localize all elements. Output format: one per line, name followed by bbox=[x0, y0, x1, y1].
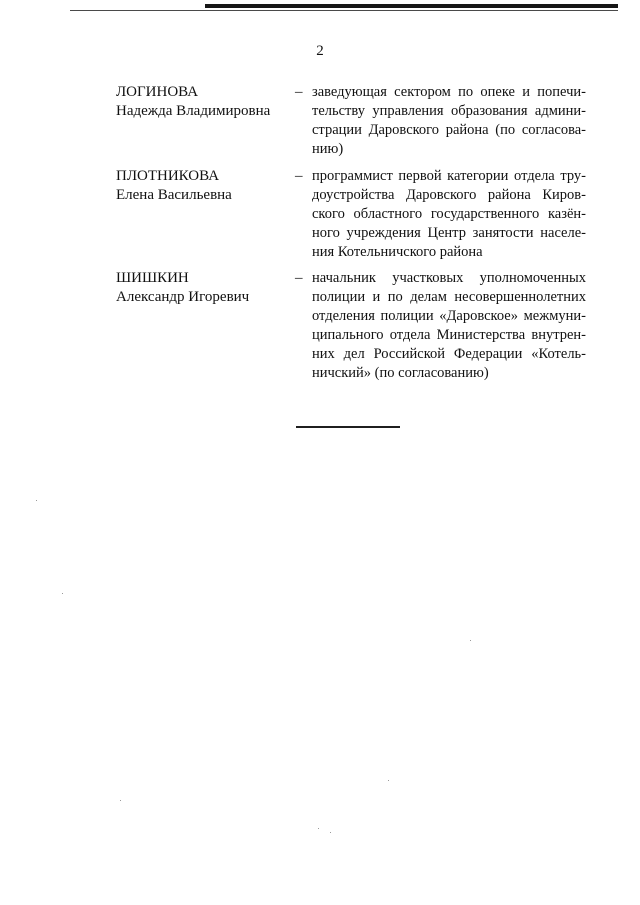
description-line: начальник участковых уполномоченных bbox=[312, 270, 586, 286]
entry-given-name: Александр Игоревич bbox=[116, 289, 250, 305]
description-line: ского областного государственного казён- bbox=[312, 206, 586, 222]
description-line: нию) bbox=[312, 141, 344, 157]
description-line: страции Даровского района (по согласова- bbox=[312, 122, 586, 138]
entry-surname: ШИШКИН bbox=[116, 270, 189, 286]
description-line: них дел Российской Федерации «Котель- bbox=[312, 346, 586, 362]
entry-dash: – bbox=[295, 168, 303, 184]
scan-speck bbox=[388, 780, 389, 781]
top-border-thin-line bbox=[70, 10, 618, 11]
description-line: тельству управления образования админи- bbox=[312, 103, 586, 119]
scan-speck bbox=[120, 800, 121, 801]
description-line: ного учреждения Центр занятости населе- bbox=[312, 225, 586, 241]
entry-name bbox=[116, 167, 296, 205]
entry-description bbox=[312, 269, 586, 383]
description-line: отделения полиции «Даровское» межмуни- bbox=[312, 308, 586, 324]
description-line: ципального отдела Министерства внутрен- bbox=[312, 327, 586, 343]
page-number: 2 bbox=[316, 43, 324, 59]
description-line: доустройства Даровского района Киров- bbox=[312, 187, 586, 203]
entry-description bbox=[312, 167, 586, 262]
scan-speck bbox=[62, 593, 63, 594]
description-line: программист первой категории отдела тру- bbox=[312, 168, 586, 184]
top-border-line bbox=[205, 4, 618, 8]
scan-speck bbox=[318, 828, 319, 829]
entry-dash: – bbox=[295, 270, 303, 286]
scan-speck bbox=[36, 500, 37, 501]
description-line: ния Котельничского района bbox=[312, 244, 483, 260]
description-line: ничский» (по согласованию) bbox=[312, 365, 489, 381]
entry-surname: ЛОГИНОВА bbox=[116, 84, 199, 100]
description-line: полиции и по делам несовершеннолетних bbox=[312, 289, 586, 305]
end-separator-line bbox=[296, 426, 400, 428]
description-line: заведующая сектором по опеке и попечи- bbox=[312, 84, 586, 100]
entry-description bbox=[312, 83, 586, 159]
entry-name bbox=[116, 83, 296, 121]
entry-given-name: Надежда Владимировна bbox=[116, 103, 271, 119]
entry-given-name: Елена Васильевна bbox=[116, 187, 232, 203]
entry-name bbox=[116, 269, 296, 307]
scan-speck bbox=[470, 640, 471, 641]
entry-dash: – bbox=[295, 84, 303, 100]
entry-surname: ПЛОТНИКОВА bbox=[116, 168, 220, 184]
scan-speck bbox=[330, 832, 331, 833]
